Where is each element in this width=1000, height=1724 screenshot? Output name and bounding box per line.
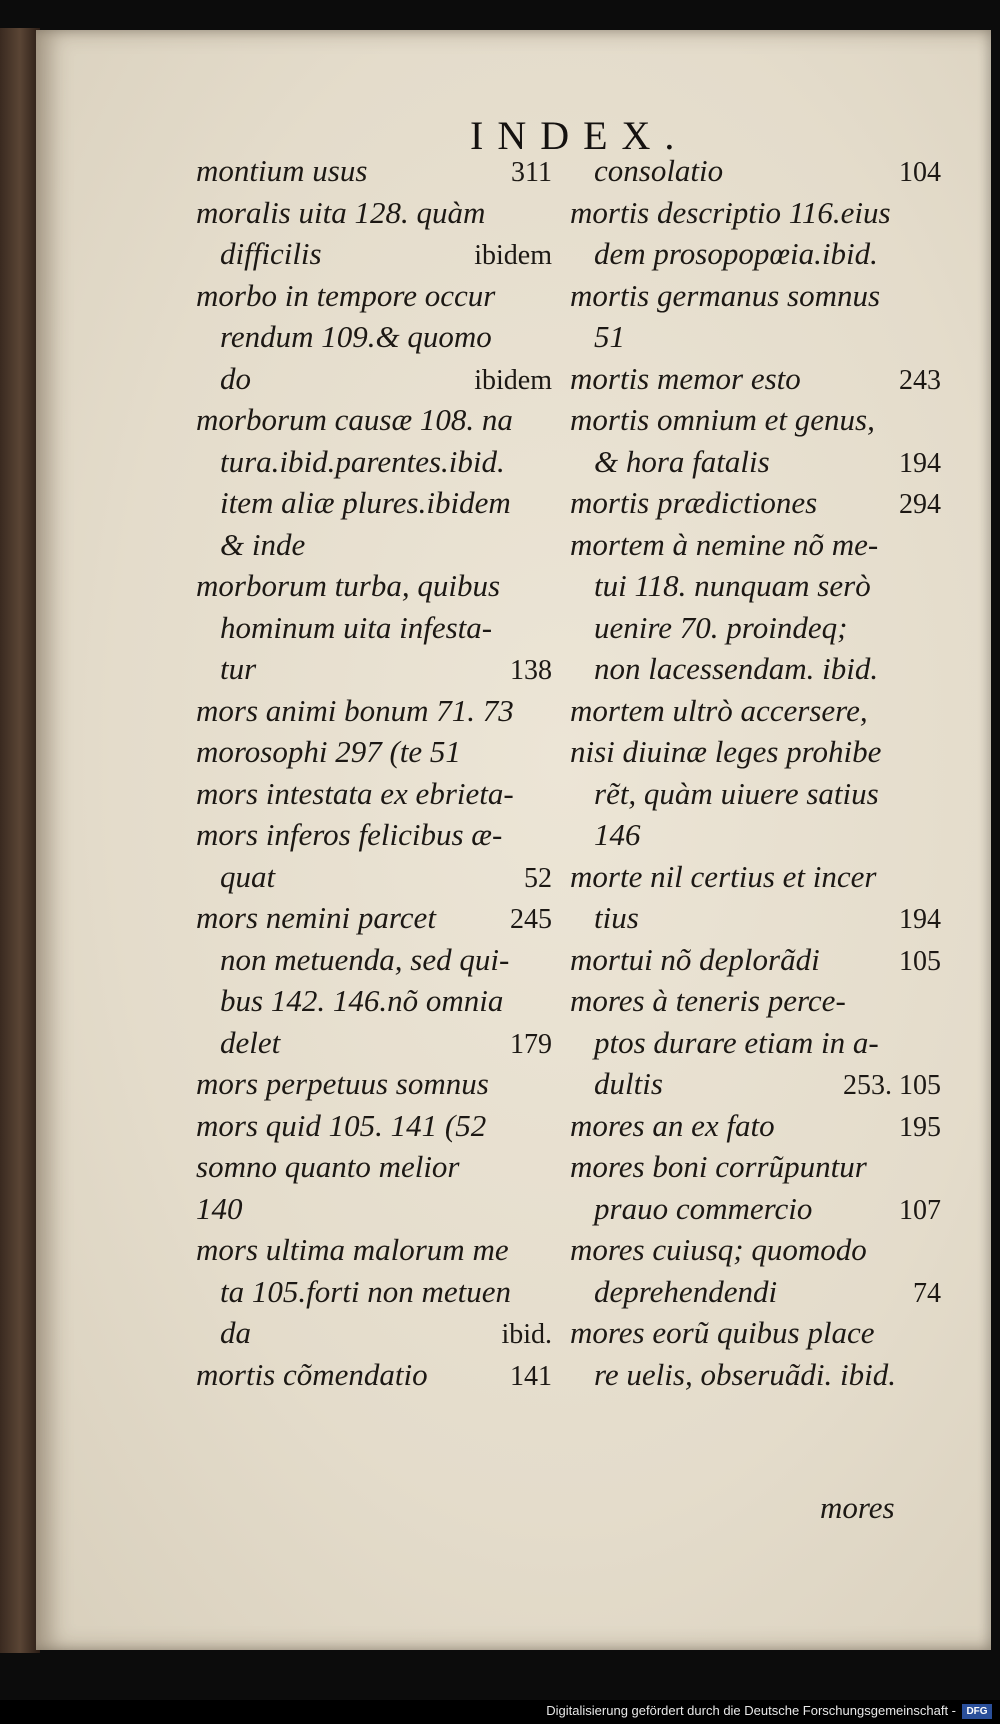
index-entry-page: 74 [913,1277,941,1309]
index-entry-text: prauo commercio [594,1190,813,1226]
index-entry [196,980,556,1022]
index-entry [570,316,945,358]
index-entry-text: mores boni corrũpuntur [570,1149,867,1184]
index-entry-text: mores cuiusq; quomodo [570,1232,867,1267]
index-entry [570,358,945,400]
index-entry [570,275,945,317]
index-entry [570,1105,945,1147]
index-entry [196,773,556,815]
index-entry [196,939,556,981]
index-entry-page: ibidem [474,364,552,396]
index-entry-text: morbo in tempore occur [196,277,496,313]
index-entry [570,565,945,607]
index-entry [196,607,556,649]
index-entry-text: mores à teneris perce- [570,983,846,1018]
footer-bar [0,1700,1000,1724]
index-entry [196,275,556,317]
index-entry-text: do [220,360,251,396]
index-entry [196,814,556,856]
index-entry-page: 104 [899,157,941,188]
funding-notice: Digitalisierung gefördert durch die Deutsche Forschungsgemeinschaft - [546,1703,956,1718]
index-column-left [196,150,556,1395]
index-entry-page: 105 [899,945,941,977]
index-entry-page: 107 [899,1194,941,1226]
index-entry-page: 294 [899,489,941,520]
index-entry [196,150,556,192]
index-entry-text: bus 142. 146.nõ omnia [220,983,504,1018]
index-entry [570,524,945,566]
index-entry-text: ptos durare etiam in a- [594,1024,879,1060]
index-entry-text: mors perpetuus somnus [196,1066,489,1101]
index-entry-text: ta 105.forti non metuen [220,1273,512,1309]
index-entry-text: morosophi 297 (te 51 [196,734,461,769]
index-entry-page: 179 [510,1028,552,1060]
book-spine [0,28,40,1653]
index-entry [570,192,945,234]
index-entry [570,1312,945,1354]
index-entry [570,814,945,856]
index-entry-text: dem prosopopœia.ibid. [594,236,878,271]
index-entry [196,731,556,773]
catchword: mores [820,1490,895,1525]
index-entry [570,1229,945,1271]
index-entry [196,316,556,358]
index-entry [570,482,945,524]
index-entry-page: ibid. [501,1319,552,1350]
index-entry-text: mortis germanus somnus [570,277,881,313]
index-entry-text: deprehendendi [594,1273,778,1309]
index-entry [570,690,945,732]
index-entry [570,648,945,690]
index-entry [196,1188,556,1230]
index-entry-text: 146 [594,817,641,852]
index-entry-text: & inde [220,526,306,562]
index-entry [570,1271,945,1313]
index-entry-text: difficilis [220,236,322,271]
index-entry [570,980,945,1022]
index-entry-text: mortis prædictiones [570,485,818,520]
index-entry [570,773,945,815]
index-entry [196,524,556,566]
index-entry-text: da [220,1315,251,1350]
index-entry [570,731,945,773]
index-entry [196,1105,556,1147]
index-entry-text: tui 118. nunquam serò [594,568,871,603]
index-entry-text: morborum turba, quibus [196,568,501,603]
index-entry-text: non lacessendam. ibid. [594,651,879,686]
index-entry [570,233,945,275]
index-entry-page: 253. 105 [843,1070,941,1101]
index-entry-page: 195 [899,1111,941,1143]
index-entry [570,150,945,192]
index-entry-text: non metuenda, sed qui- [220,941,510,977]
index-entry-text: mores an ex fato [570,1107,775,1143]
index-entry [196,441,556,483]
index-entry-text: item aliæ plures.ibidem [220,485,511,520]
index-entry-text: rẽt, quàm uiuere satius [594,775,879,811]
index-entry-text: consolatio [594,153,724,188]
index-entry-text: mors inferos felicibus æ- [196,817,503,852]
index-entry [196,565,556,607]
index-entry-text: nisi diuinæ leges prohibe [570,734,882,769]
index-entry [196,233,556,275]
index-entry [196,1229,556,1271]
index-entry-text: dultis [594,1066,663,1101]
index-entry [570,856,945,898]
index-entry [570,607,945,649]
index-entry-text: mortis descriptio 116.eius [570,194,891,230]
index-entry [196,690,556,732]
index-entry [196,192,556,234]
page-header: INDEX. [470,113,689,158]
index-entry-text: somno quanto melior [196,1149,460,1184]
index-entry-text: delet [220,1024,281,1060]
index-entry-text: mors intestata ex ebrieta- [196,775,514,811]
index-entry [196,856,556,898]
index-entry [196,399,556,441]
index-entry-text: 51 [594,319,625,354]
index-entry-page: 138 [510,655,552,686]
index-entry [196,1146,556,1188]
dfg-logo-icon: DFG [962,1704,992,1719]
index-entry-text: mortem ultrò accersere, [570,692,868,728]
index-entry [196,1271,556,1313]
index-entry-text: mortis omnium et genus, [570,402,875,437]
index-entry-text: mortis memor esto [570,360,801,396]
index-entry-text: rendum 109.& quomo [220,319,492,354]
index-entry-page: 52 [524,862,552,894]
index-entry-page: 243 [899,364,941,396]
index-entry-text: re uelis, obseruãdi. ibid. [594,1356,896,1392]
index-entry [196,897,556,939]
index-entry-text: mortui nõ deplorãdi [570,941,820,977]
index-entry-text: mores eorũ quibus place [570,1315,875,1350]
index-entry [570,1022,945,1064]
index-entry-text: quat [220,858,276,894]
index-entry [196,648,556,690]
index-entry [196,1063,556,1105]
index-entry [570,1354,945,1396]
index-entry-text: & hora fatalis [594,443,770,479]
index-entry [196,358,556,400]
index-entry-text: mortem à nemine nõ me- [570,526,879,562]
index-entry-text: mors quid 105. 141 (52 [196,1107,487,1143]
index-entry-text: montium usus [196,153,368,188]
index-entry [570,399,945,441]
index-entry-page: 194 [899,447,941,479]
index-entry-page: 141 [510,1360,552,1392]
index-entry-page: 245 [510,904,552,935]
index-entry-text: mors animi bonum 71. 73 [196,692,514,728]
index-entry [570,1188,945,1230]
index-entry-text: mors ultima malorum me [196,1232,509,1267]
index-entry-text: tur [220,651,257,686]
index-entry-text: tura.ibid.parentes.ibid. [220,443,505,479]
index-entry-page: ibidem [474,240,552,271]
index-entry-text: 140 [196,1190,243,1226]
index-entry [570,441,945,483]
index-entry-text: mors nemini parcet [196,900,436,935]
index-entry [570,1063,945,1105]
index-entry-text: moralis uita 128. quàm [196,194,486,230]
index-entry-text: mortis cõmendatio [196,1356,428,1392]
index-entry [196,482,556,524]
index-entry-text: morte nil certius et incer [570,858,877,894]
index-entry [196,1022,556,1064]
index-entry-page: 311 [511,157,552,188]
index-entry [570,897,945,939]
index-entry-text: morborum causæ 108. na [196,402,513,437]
index-entry-page: 194 [899,904,941,935]
index-entry [570,1146,945,1188]
index-entry [196,1312,556,1354]
index-column-right [570,150,945,1395]
index-entry-text: uenire 70. proindeq; [594,609,848,645]
index-entry-text: hominum uita infesta- [220,609,493,645]
index-entry [570,939,945,981]
index-entry [196,1354,556,1396]
index-entry-text: tius [594,900,639,935]
